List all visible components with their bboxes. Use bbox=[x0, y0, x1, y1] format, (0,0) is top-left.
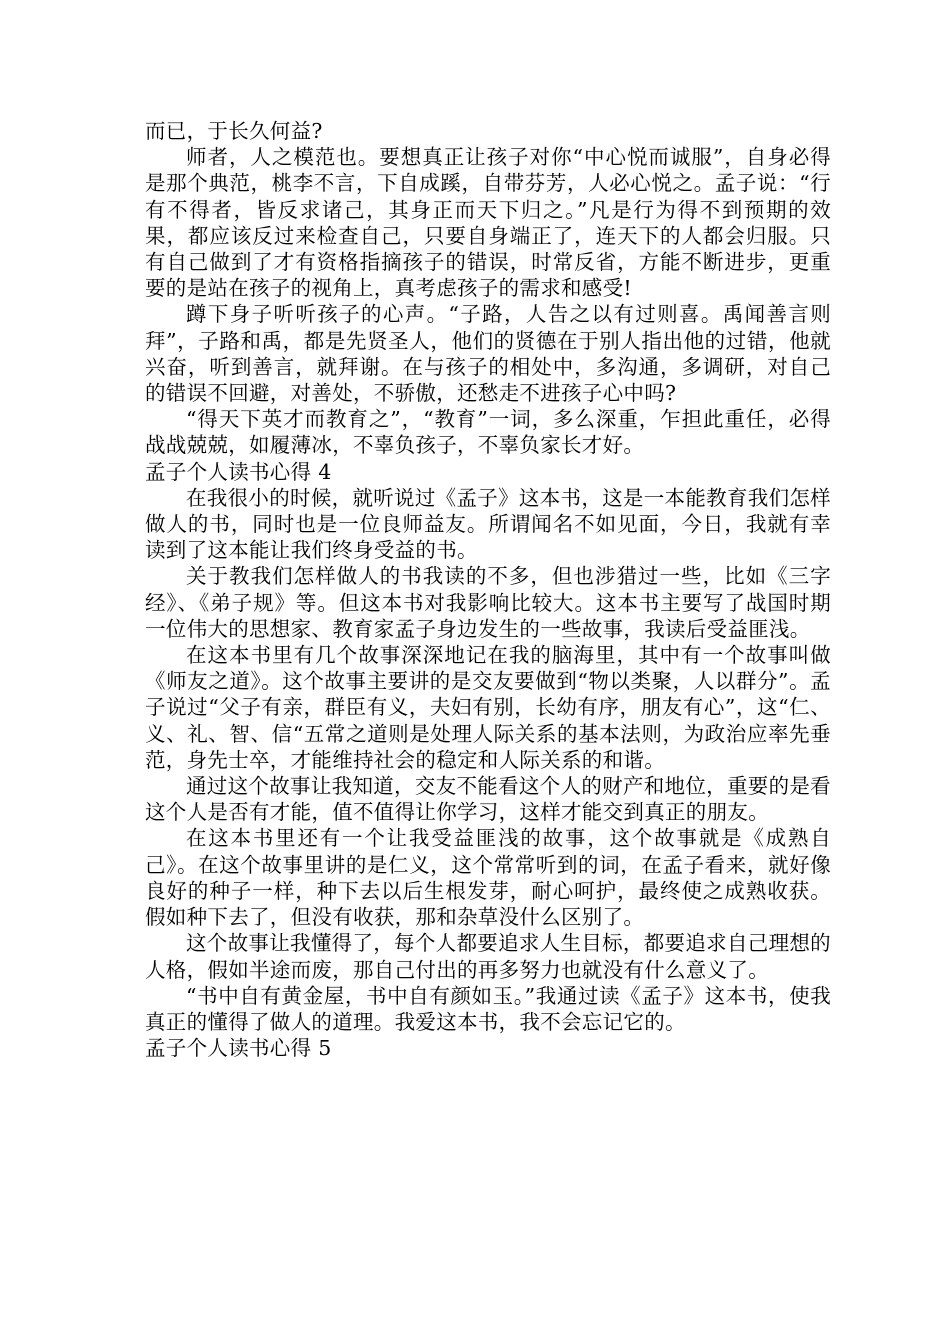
paragraph-continued: 而已，于长久何益? bbox=[145, 119, 323, 143]
paragraph-life-goals: 这个故事让我懂得了，每个人都要追求人生目标，都要追求自己理想的人格，假如半途而废，那自己付出的再多努力也就没有什么意义了。 bbox=[145, 931, 831, 982]
paragraph-conclusion: “书中自有黄金屋，书中自有颜如玉。”我通过读《孟子》这本书，使我真正的懂得了做人的道理。我爱这本书，我不会忘记它的。 bbox=[145, 983, 831, 1034]
paragraph-friendship-story: 在这本书里有几个故事深深地记在我的脑海里，其中有一个故事叫做《师友之道》。这个故事主要讲的是交友要做到“物以类聚，人以群分”。孟子说过“父子有亲，群臣有义，夫妇有别，长幼有序，朋友有心”，这“仁、义、礼、智、信“五常之道则是处理人际关系的基本法则，为政治应率先垂范，身先士卒，才能维持社会的稳定和人际关系的和谐。 bbox=[145, 643, 831, 772]
paragraph-maturity-story: 在这本书里还有一个让我受益匪浅的故事，这个故事就是《成熟自己》。在这个故事里讲的是仁义，这个常常听到的词，在孟子看来，就好像良好的种子一样，种下去以后生根发芽，耐心呵护，最终使之成熟收获。假如种下去了，但没有收获，那和杂草没什么区别了。 bbox=[145, 826, 831, 930]
paragraph-intro-mencius-book: 在我很小的时候，就听说过《孟子》这本书，这是一本能教育我们怎样做人的书，同时也是一位良师益友。所谓闻名不如见面，今日，我就有幸读到了这本能让我们终身受益的书。 bbox=[145, 485, 831, 563]
paragraph-books-read: 关于教我们怎样做人的书我读的不多，但也涉猎过一些，比如《三字经》、《弟子规》等。但这本书对我影响比较大。这本书主要写了战国时期一位伟大的思想家、教育家孟子身边发生的一些故事，我读后受益匪浅。 bbox=[145, 564, 831, 641]
paragraph-friendship-lesson: 通过这个故事让我知道，交友不能看这个人的财产和地位，重要的是看这个人是否有才能，值不值得让你学习，这样才能交到真正的朋友。 bbox=[145, 774, 831, 825]
paragraph-education-responsibility: “得天下英才而教育之”，“教育”一词，多么深重，乍担此重任，必得战战兢兢，如履薄冰，不辜负孩子，不辜负家长才好。 bbox=[145, 407, 831, 458]
paragraph-teacher-model: 师者，人之模范也。要想真正让孩子对你“中心悦而诚服”，自身必得是那个典范，桃李不言，下自成蹊，自带芬芳，人必心悦之。孟子说：“行有不得者，皆反求诸己，其身正而天下归之。”凡是行为得不到预期的效果，都应该反过来检查自己，只要自身端正了，连天下的人都会归服。只有自己做到了才有资格指摘孩子的错误，时常反省，方能不断进步，更重要的是站在孩子的视角上，真考虑孩子的需求和感受! bbox=[145, 145, 831, 301]
section-heading-4: 孟子个人读书心得 4 bbox=[145, 459, 332, 484]
paragraph-listen-to-children: 蹲下身子听听孩子的心声。“子路，人告之以有过则喜。禹闻善言则拜”，子路和禹，都是先贤圣人，他们的贤德在于别人指出他的过错，他就兴奋，听到善言，就拜谢。在与孩子的相处中，多沟通，多调研，对自己的错误不回避，对善处，不骄傲，还愁走不进孩子心中吗? bbox=[145, 302, 831, 406]
section-heading-5: 孟子个人读书心得 5 bbox=[145, 1036, 332, 1061]
document-page bbox=[145, 118, 831, 1061]
